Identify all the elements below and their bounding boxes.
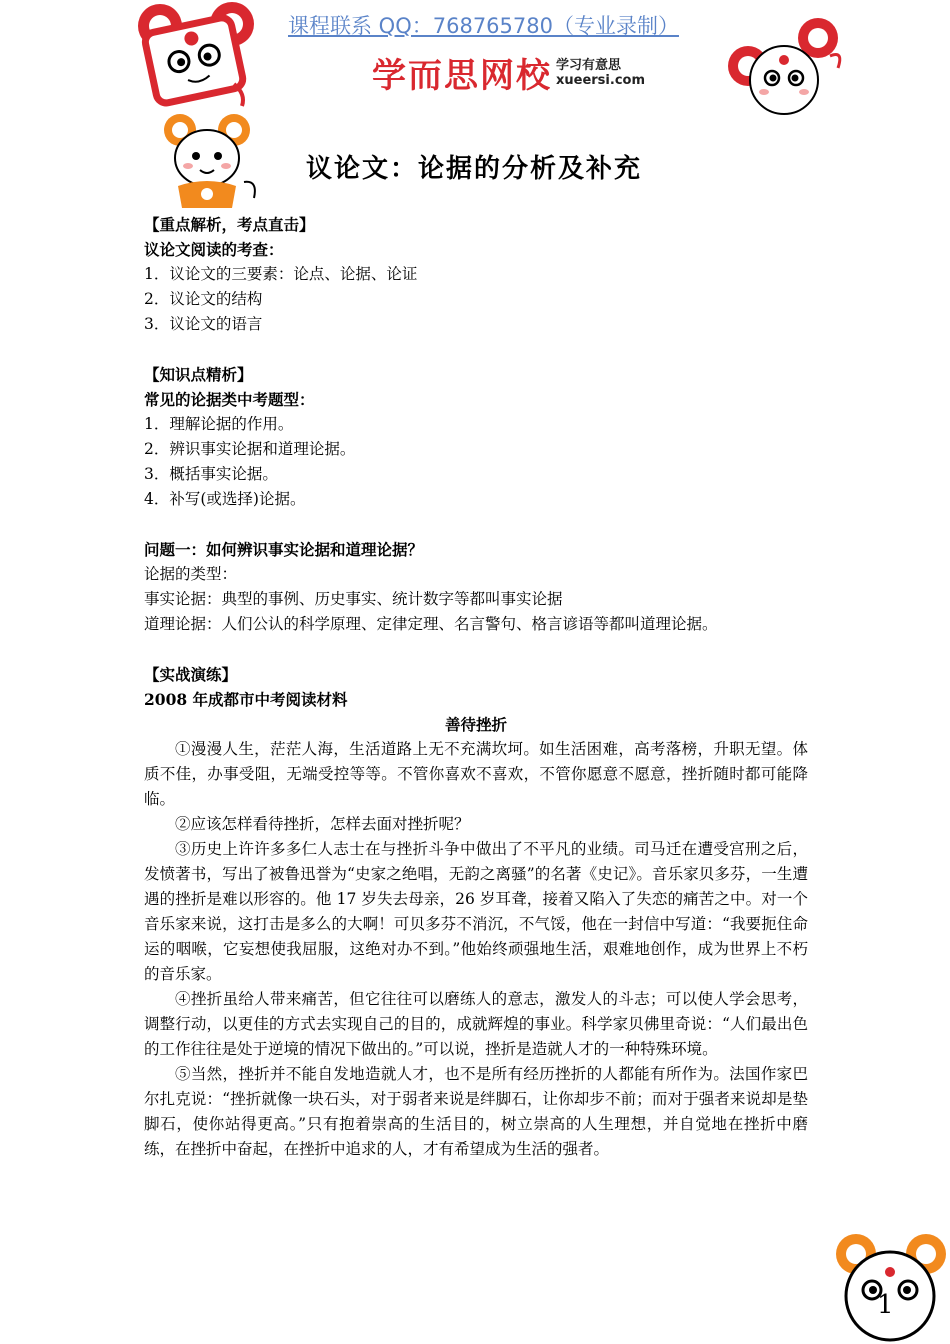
article-paragraph: ②应该怎样看待挫折，怎样去面对挫折呢？ <box>175 815 470 833</box>
section-heading-knowledge: 【知识点精析】 <box>144 365 253 384</box>
mascot-orange-icon <box>158 110 268 214</box>
list-item: 1．理解论据的作用。 <box>144 415 294 433</box>
contact-link[interactable]: 课程联系 QQ：768765780（专业录制） <box>288 14 679 38</box>
list-item: 2．议论文的结构 <box>144 290 263 308</box>
material-source: 2008 年成都市中考阅读材料 <box>144 690 348 709</box>
list-item: 3．概括事实论据。 <box>144 465 278 483</box>
document-title: 议论文：论据的分析及补充 <box>306 154 643 184</box>
list-item: 3．议论文的语言 <box>144 315 263 333</box>
section-heading-key-points: 【重点解析，考点直击】 <box>144 215 315 234</box>
section-subheading-question-types: 常见的论据类中考题型： <box>144 390 315 409</box>
brand-domain: xueersi.com <box>556 73 646 88</box>
article-paragraph: ⑤当然，挫折并不能自发地造就人才，也不是所有经历挫折的人都能有所作为。法国作家巴尔扎克说：“挫折就像一块石头，对于弱者来说是绊脚石，让你却步不前；而对于强者来说却是垫脚石，使你站得更高。”只有抱着崇高的生活目的，树立崇高的人生理想，并自觉地在挫折中磨练，在挫折中奋起，在挫折中追求的人，才有希望成为生活的强者。 <box>144 1065 808 1158</box>
list-item: 2．辨识事实论据和道理论据。 <box>144 440 356 458</box>
mascot-top-left-icon <box>134 2 258 110</box>
text-line: 论据的类型： <box>144 565 238 583</box>
section-heading-practice: 【实战演练】 <box>144 665 238 684</box>
text-line: 事实论据：典型的事例、历史事实、统计数字等都叫事实论据 <box>144 590 563 608</box>
brand-tagline <box>556 58 645 88</box>
section-subheading-exam-focus: 议论文阅读的考查： <box>144 240 284 259</box>
article-paragraph: ④挫折虽给人带来痛苦，但它往往可以磨练人的意志，激发人的斗志；可以使人学会思考，调整行动，以更佳的方式去实现自己的目的，成就辉煌的事业。科学家贝佛里奇说：“人们最出色的工作往往是处于逆境的情况下做出的。”可以说，挫折是造就人才的一种特殊环境。 <box>144 990 808 1058</box>
brand-slogan: 学习有意思 <box>556 58 622 73</box>
mascot-bottom-right-icon <box>830 1228 950 1344</box>
article-title: 善待挫折 <box>444 715 507 734</box>
article-paragraph: ③历史上许许多多仁人志士在与挫折斗争中做出了不平凡的业绩。司马迁在遭受宫刑之后，发愤著书，写出了被鲁迅誉为“史家之绝唱，无韵之离骚”的名著《史记》。音乐家贝多芬，一生遭遇的挫折是难以形容的。他 17 岁失去母亲，26 岁耳聋，接着又陷入了失恋的痛苦之中。对一个音乐家来说，这打击是多么的大啊！可贝多芬不消沉，不气馁，他在一封信中写道：“我要扼住命运的咽喉，它妄想使我屈服，这绝对办不到。”他始终顽强地生活，艰难地创作，成为世界上不朽的音乐家。 <box>144 840 808 983</box>
question-heading: 问题一：如何辨识事实论据和道理论据？ <box>144 540 424 559</box>
brand-logo: 学而思网校 <box>372 56 552 96</box>
text-line: 道理论据：人们公认的科学原理、定律定理、名言警句、格言谚语等都叫道理论据。 <box>144 615 718 633</box>
page-number: 1 <box>877 1290 894 1320</box>
list-item: 1．议论文的三要素：论点、论据、论证 <box>144 265 418 283</box>
list-item: 4．补写(或选择)论据。 <box>144 490 306 508</box>
document-body <box>144 212 808 1162</box>
mascot-top-right-icon <box>720 16 850 118</box>
article-paragraph: ①漫漫人生，茫茫人海，生活道路上无不充满坎坷。如生活困难，高考落榜，升职无望。体质不佳，办事受阻，无端受控等等。不管你喜欢不喜欢，不管你愿意不愿意，挫折随时都可能降临。 <box>144 740 808 808</box>
